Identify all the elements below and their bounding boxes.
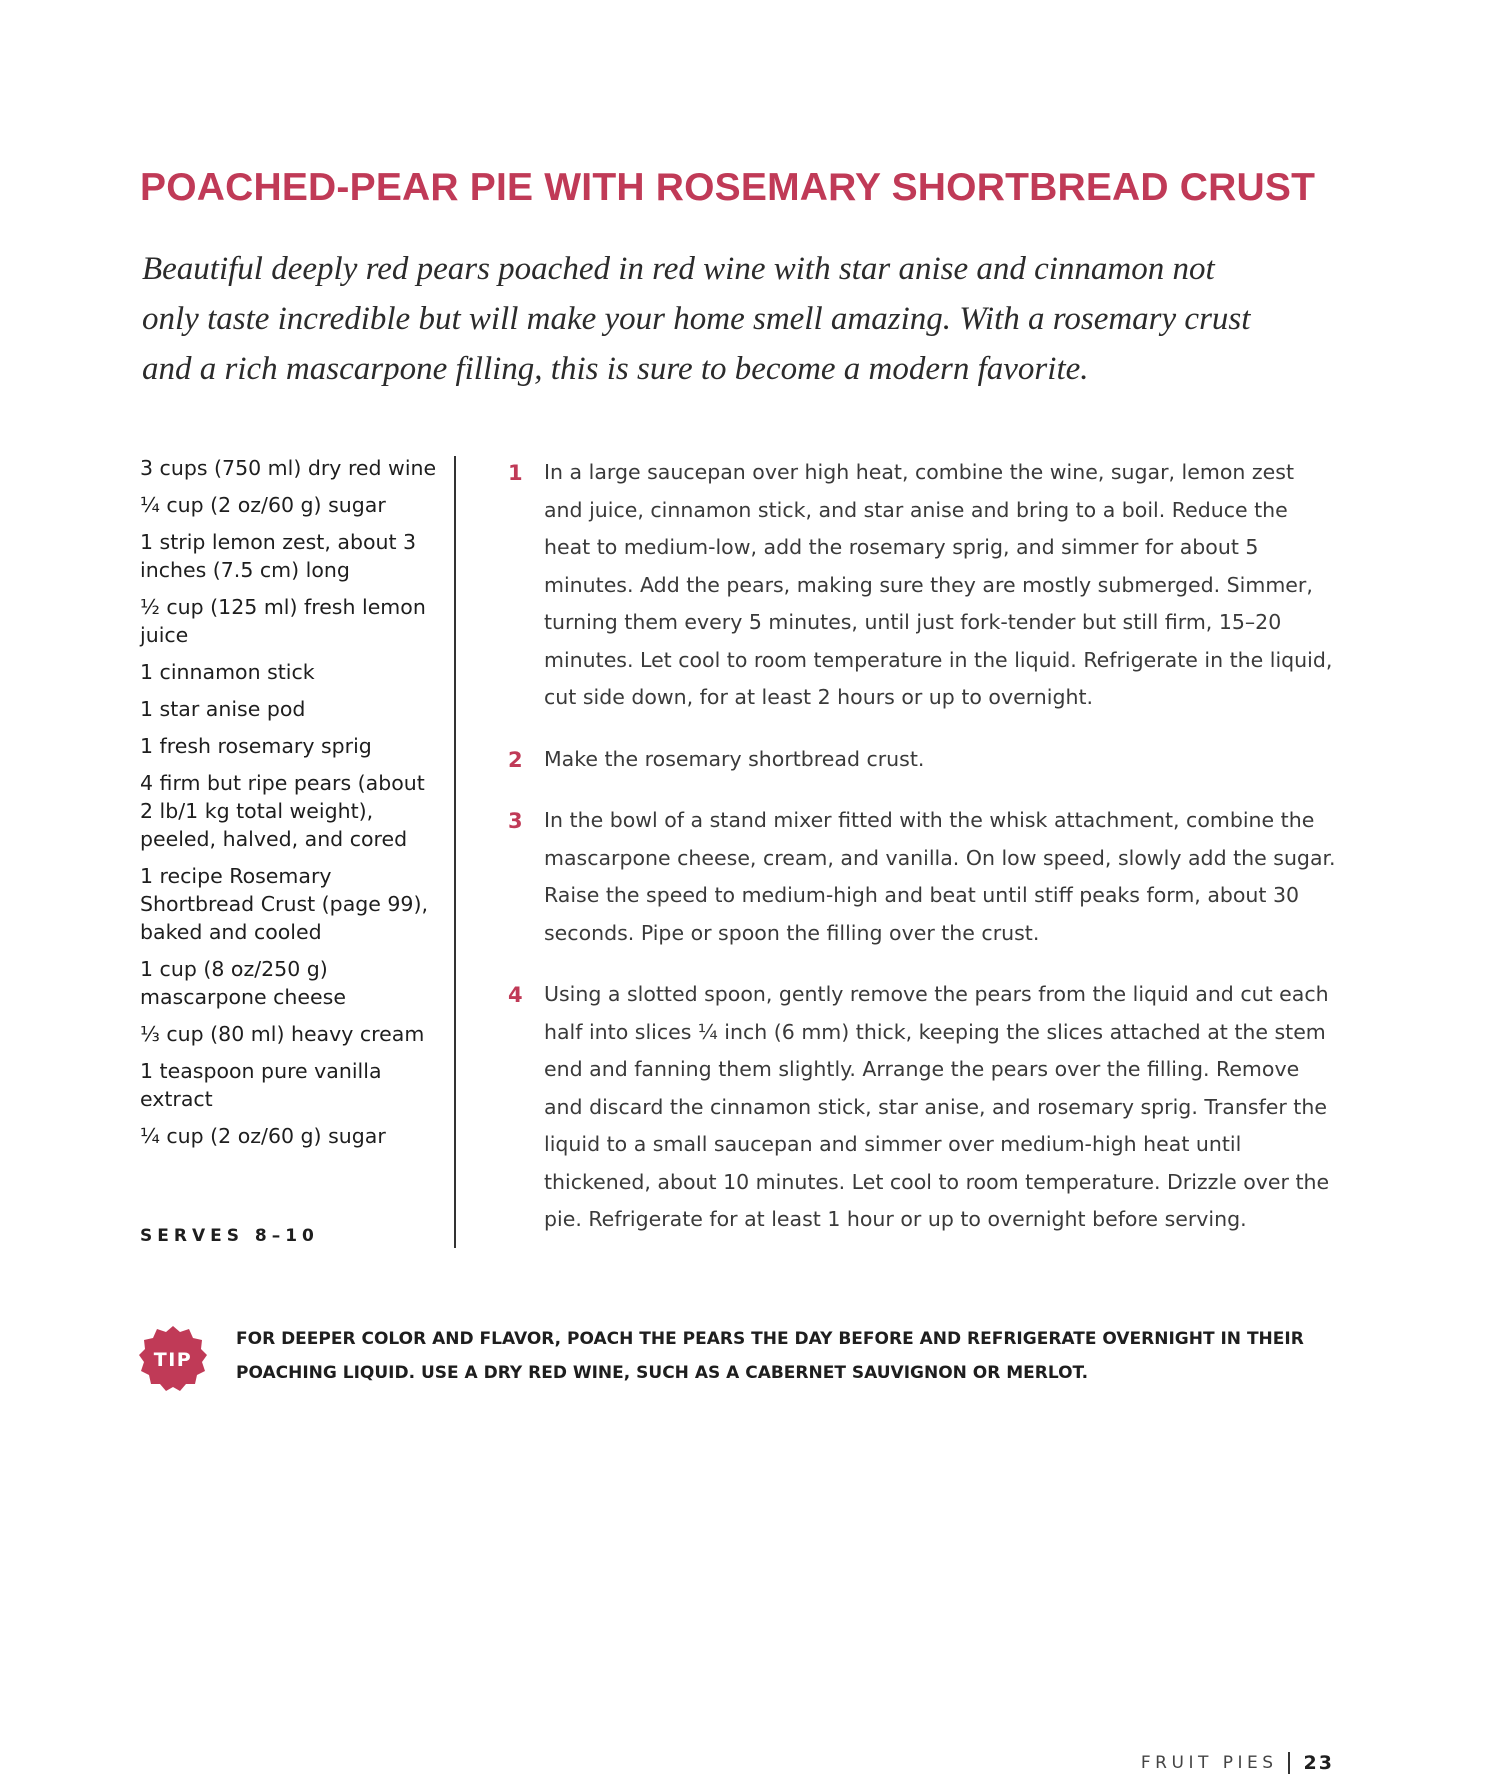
recipe-title: POACHED-PEAR PIE WITH ROSEMARY SHORTBREAD CRUST (140, 166, 1316, 209)
step-text: In the bowl of a stand mixer fitted with the whisk attachment, combine the mascarpone cheese, cream, and vanilla. On low speed, slowly add the sugar. Raise the speed to medium-high and beat until stiff peaks form, about 30 seconds. Pipe or spoon the filling over the crust. (544, 808, 1336, 945)
ingredient-item: ⅓ cup (80 ml) heavy cream (140, 1022, 425, 1046)
ingredient-item: 1 teaspoon pure vanilla extract (140, 1059, 382, 1111)
ingredient-item: 3 cups (750 ml) dry red wine (140, 456, 437, 480)
ingredient-item: 1 cup (8 oz/250 g) mascarpone cheese (140, 957, 346, 1009)
ingredient-item: 1 strip lemon zest, about 3 inches (7.5 cm) long (140, 530, 417, 582)
tip-badge (138, 1325, 208, 1395)
step-number: 2 (508, 747, 523, 772)
ingredient-item: 1 cinnamon stick (140, 660, 315, 684)
step-item (508, 741, 1338, 779)
ingredient-item: ½ cup (125 ml) fresh lemon juice (140, 595, 426, 647)
ingredients-list (140, 454, 440, 1159)
column-divider (454, 456, 456, 1248)
step-item (508, 976, 1338, 1239)
step-number: 1 (508, 461, 523, 485)
page-footer (1141, 1752, 1334, 1774)
ingredient-item: 4 firm but ripe pears (about 2 lb/1 kg total weight), peeled, halved, and cored (140, 771, 425, 851)
tip-badge-label: TIP (153, 1349, 193, 1371)
tip-text: FOR DEEPER COLOR AND FLAVOR, POACH THE PEARS THE DAY BEFORE AND REFRIGERATE OVERNIGHT IN THEIR POACHING LIQUID. USE A DRY RED WINE, SUCH AS A CABERNET SAUVIGNON OR MERLOT. (236, 1329, 1304, 1383)
ingredient-item: 1 star anise pod (140, 697, 306, 721)
ingredient-item: 1 fresh rosemary sprig (140, 734, 372, 758)
step-item (508, 454, 1338, 717)
step-number: 4 (508, 983, 523, 1007)
step-text: Using a slotted spoon, gently remove the pears from the liquid and cut each half into slices ¼ inch (6 mm) thick, keeping the slices attached at the stem end and fanning them slightly. Arrange the pears over the filling. Remove and discard the cinnamon stick, star anise, and rosemary sprig. Transfer the liquid to a small saucepan and simmer over medium-high heat until thickened, about 10 minutes. Let cool to room temperature. Drizzle over the pie. Refrigerate for at least 1 hour or up to overnight before serving. (544, 982, 1330, 1231)
section-name: FRUIT PIES (1140, 1753, 1278, 1773)
ingredient-item: ¼ cup (2 oz/60 g) sugar (140, 493, 386, 517)
ingredient-item: 1 recipe Rosemary Shortbread Crust (page 99), baked and cooled (140, 864, 428, 944)
step-text: Make the rosemary shortbread crust. (544, 746, 925, 771)
recipe-intro: Beautiful deeply red pears poached in red wine with star anise and cinnamon not only taste incredible but will make your home smell amazing. With a rosemary crust and a rich mascarpone filling, this is sure to become a modern favorite. (142, 251, 1251, 387)
step-number: 3 (508, 809, 523, 833)
serves-label: SERVES 8–10 (140, 1226, 319, 1246)
method-steps (508, 454, 1338, 1263)
page-number: 23 (1303, 1752, 1334, 1774)
step-text: In a large saucepan over high heat, combine the wine, sugar, lemon zest and juice, cinnamon stick, and star anise and bring to a boil. Reduce the heat to medium-low, add the rosemary sprig, and simmer for about 5 minutes. Add the pears, making sure they are mostly submerged. Simmer, turning them every 5 minutes, until just fork-tender but still firm, 15–20 minutes. Let cool to room temperature in the liquid. Refrigerate in the liquid, cut side down, for at least 2 hours or up to overnight. (544, 460, 1333, 709)
ingredient-item: ¼ cup (2 oz/60 g) sugar (140, 1124, 386, 1148)
step-item (508, 802, 1338, 952)
footer-separator (1288, 1752, 1290, 1774)
